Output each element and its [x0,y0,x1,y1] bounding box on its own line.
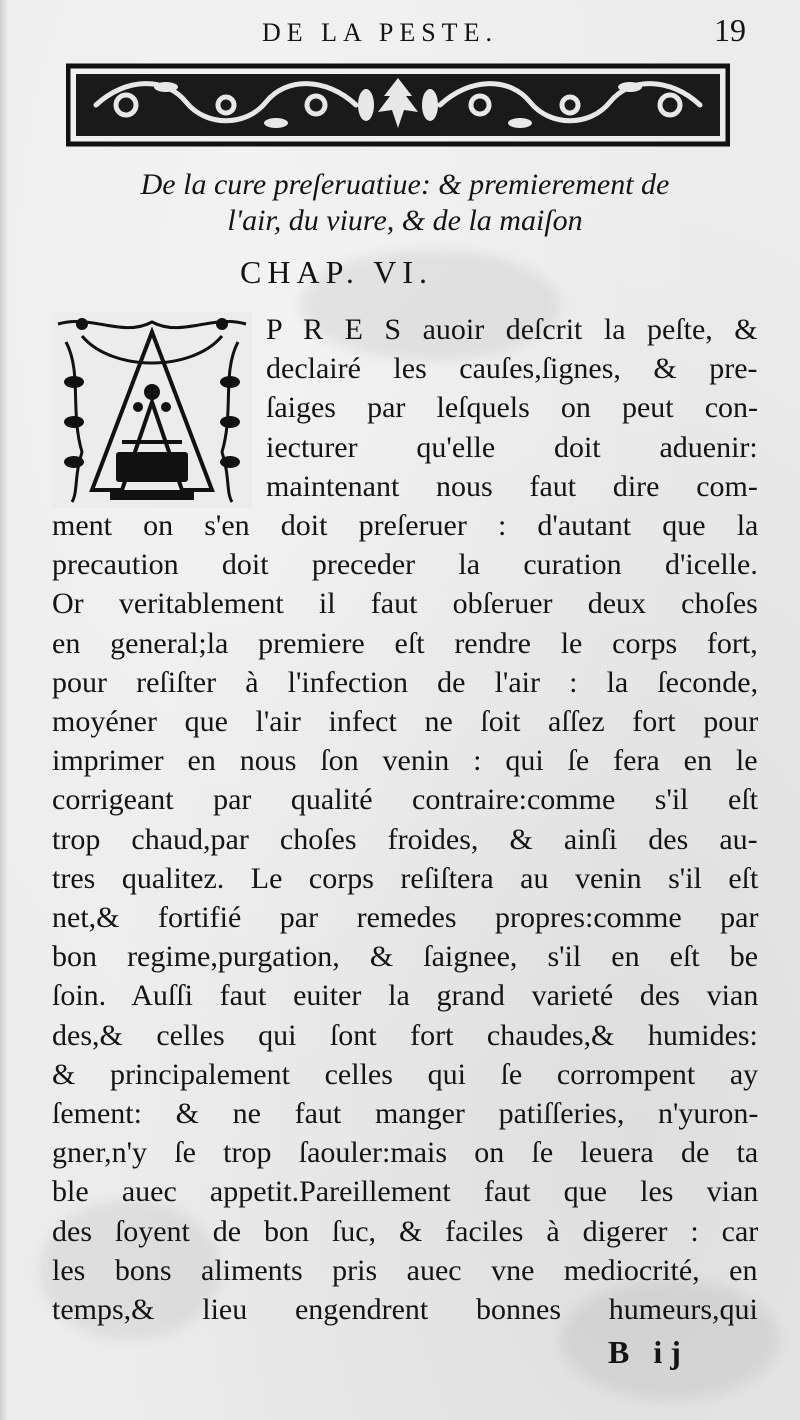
body-line: & principalement celles qui ſe corrompent ay [52,1058,759,1091]
body-line: precaution doit preceder la curation d'icelle. [52,548,758,581]
body-line: bon regime,purgation, & ſaignee, s'il en eſt be [52,940,759,973]
chapter-title-line-2: l'air, du viure, & de la maiſon [227,204,583,237]
body-line: imprimer en nous ſon venin : qui ſe fera en le [52,744,758,777]
body-line: des ſoyent de bon ſuc, & faciles à digerer : car [52,1215,759,1248]
body-line: declairé les cauſes,ſignes, & pre- [266,352,758,385]
body-line: maintenant nous faut dire com- [266,470,758,503]
page-number: 19 [714,12,746,48]
signature-mark: B ij [608,1334,689,1370]
body-line: en general;la premiere eſt rendre le corps fort, [52,627,758,660]
ornamental-headpiece [66,62,730,148]
body-line: temps,& lieu engendrent bonnes humeurs,qui [52,1293,758,1326]
body-line: ſaiges par leſquels on peut con- [266,391,759,424]
body-line: pour reſiſter à l'infection de l'air : la ſeconde, [52,666,759,699]
body-line: iecturer qu'elle doit aduenir: [266,431,758,464]
body-line: ſement: & ne faut manger patiſſeries, n'yuron- [52,1097,759,1130]
body-line: des,& celles qui ſont fort chaudes,& humides: [52,1019,758,1052]
chapter-heading: CHAP. VI. [240,254,433,290]
body-line: gner,n'y ſe trop ſaouler:mais on ſe leuera de ta [52,1136,759,1169]
body-line: les bons aliments pris auec vne mediocrité, en [52,1254,758,1287]
body-line: ment on s'en doit preſeruer : d'autant que la [52,509,759,542]
body-line: ſoin. Auſſi faut euiter la grand varieté des vian [52,979,759,1012]
body-line: ble auec appetit.Pareillement faut que les vian [52,1175,759,1208]
body-line: trop chaud,par choſes froides, & ainſi des au- [52,823,758,856]
chapter-title-line-1: De la cure preſeruatiue: & premierement de [140,168,670,201]
page-edge-shadow [0,0,8,1420]
body-line: tres qualitez. Le corps reſiſtera au venin s'il eſt [52,862,759,895]
decorated-initial [52,312,252,508]
body-line: P R E S auoir deſcrit la peſte, & [266,313,758,346]
body-line: net,& fortifié par remedes propres:comme par [52,901,759,934]
body-line: corrigeant par qualité contraire:comme s'il eſt [52,783,759,816]
body-line: moyéner que l'air infect ne ſoit aſſez fort pour [52,705,759,738]
running-head: DE LA PESTE. [262,18,498,47]
body-line: Or veritablement il faut obſeruer deux choſes [52,587,758,620]
